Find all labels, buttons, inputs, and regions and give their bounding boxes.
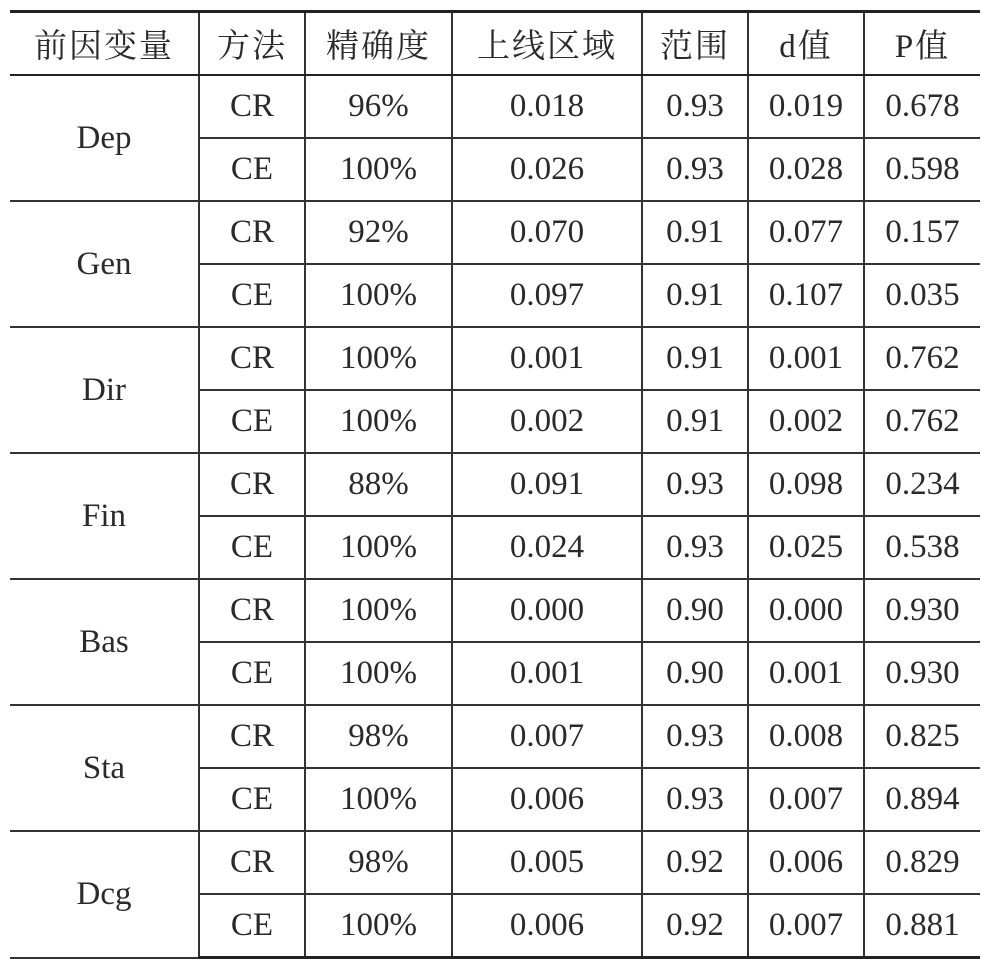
table-row <box>10 327 980 390</box>
method-cell: CR <box>199 327 305 390</box>
p-value-cell: 0.894 <box>864 768 980 831</box>
d-value-cell: 0.025 <box>748 516 864 579</box>
variable-cell: Sta <box>10 705 199 831</box>
range-cell: 0.93 <box>642 138 748 201</box>
d-value-cell: 0.019 <box>748 75 864 138</box>
range-cell: 0.91 <box>642 201 748 264</box>
upper-region-cell: 0.006 <box>452 894 642 958</box>
range-cell: 0.92 <box>642 894 748 958</box>
precision-cell: 100% <box>305 768 452 831</box>
d-value-cell: 0.001 <box>748 327 864 390</box>
range-cell: 0.93 <box>642 768 748 831</box>
d-value-cell: 0.006 <box>748 831 864 894</box>
precision-cell: 98% <box>305 831 452 894</box>
method-cell: CE <box>199 138 305 201</box>
table-row <box>10 75 980 138</box>
d-value-cell: 0.000 <box>748 579 864 642</box>
method-cell: CE <box>199 264 305 327</box>
p-value-cell: 0.930 <box>864 579 980 642</box>
range-cell: 0.93 <box>642 516 748 579</box>
table-container <box>10 10 980 959</box>
p-value-cell: 0.881 <box>864 894 980 958</box>
range-cell: 0.93 <box>642 453 748 516</box>
range-cell: 0.93 <box>642 705 748 768</box>
upper-region-cell: 0.097 <box>452 264 642 327</box>
method-cell: CE <box>199 390 305 453</box>
precision-cell: 88% <box>305 453 452 516</box>
range-cell: 0.92 <box>642 831 748 894</box>
table-row <box>10 579 980 642</box>
header-antecedent-variable: 前因变量 <box>10 12 199 76</box>
p-value-cell: 0.157 <box>864 201 980 264</box>
p-value-cell: 0.762 <box>864 390 980 453</box>
method-cell: CR <box>199 831 305 894</box>
upper-region-cell: 0.007 <box>452 705 642 768</box>
d-value-cell: 0.098 <box>748 453 864 516</box>
d-value-cell: 0.107 <box>748 264 864 327</box>
results-table <box>10 10 980 959</box>
header-method: 方法 <box>199 12 305 76</box>
method-cell: CR <box>199 201 305 264</box>
p-value-cell: 0.930 <box>864 642 980 705</box>
precision-cell: 100% <box>305 642 452 705</box>
d-value-cell: 0.008 <box>748 705 864 768</box>
header-range: 范围 <box>642 12 748 76</box>
d-value-cell: 0.077 <box>748 201 864 264</box>
d-value-cell: 0.002 <box>748 390 864 453</box>
method-cell: CE <box>199 768 305 831</box>
header-row <box>10 12 980 76</box>
p-value-cell: 0.762 <box>864 327 980 390</box>
d-value-cell: 0.007 <box>748 768 864 831</box>
upper-region-cell: 0.002 <box>452 390 642 453</box>
p-value-cell: 0.538 <box>864 516 980 579</box>
range-cell: 0.91 <box>642 264 748 327</box>
d-value-cell: 0.007 <box>748 894 864 958</box>
upper-region-cell: 0.018 <box>452 75 642 138</box>
variable-cell: Fin <box>10 453 199 579</box>
variable-cell: Dep <box>10 75 199 201</box>
upper-region-cell: 0.070 <box>452 201 642 264</box>
variable-cell: Dcg <box>10 831 199 958</box>
range-cell: 0.93 <box>642 75 748 138</box>
p-value-cell: 0.678 <box>864 75 980 138</box>
method-cell: CR <box>199 705 305 768</box>
table-row <box>10 201 980 264</box>
precision-cell: 100% <box>305 516 452 579</box>
precision-cell: 92% <box>305 201 452 264</box>
upper-region-cell: 0.091 <box>452 453 642 516</box>
upper-region-cell: 0.000 <box>452 579 642 642</box>
header-d-value: d值 <box>748 12 864 76</box>
precision-cell: 100% <box>305 579 452 642</box>
precision-cell: 100% <box>305 390 452 453</box>
d-value-cell: 0.028 <box>748 138 864 201</box>
table-row <box>10 705 980 768</box>
upper-region-cell: 0.024 <box>452 516 642 579</box>
variable-cell: Dir <box>10 327 199 453</box>
method-cell: CR <box>199 579 305 642</box>
range-cell: 0.90 <box>642 579 748 642</box>
p-value-cell: 0.234 <box>864 453 980 516</box>
range-cell: 0.91 <box>642 390 748 453</box>
upper-region-cell: 0.001 <box>452 642 642 705</box>
method-cell: CR <box>199 75 305 138</box>
p-value-cell: 0.829 <box>864 831 980 894</box>
upper-region-cell: 0.026 <box>452 138 642 201</box>
table-row <box>10 453 980 516</box>
upper-region-cell: 0.005 <box>452 831 642 894</box>
precision-cell: 98% <box>305 705 452 768</box>
method-cell: CE <box>199 642 305 705</box>
p-value-cell: 0.035 <box>864 264 980 327</box>
method-cell: CE <box>199 894 305 958</box>
precision-cell: 100% <box>305 894 452 958</box>
range-cell: 0.91 <box>642 327 748 390</box>
precision-cell: 100% <box>305 264 452 327</box>
upper-region-cell: 0.006 <box>452 768 642 831</box>
d-value-cell: 0.001 <box>748 642 864 705</box>
table-row <box>10 831 980 894</box>
variable-cell: Gen <box>10 201 199 327</box>
method-cell: CR <box>199 453 305 516</box>
header-upper-region: 上线区域 <box>452 12 642 76</box>
table-body <box>10 75 980 958</box>
header-p-value: P值 <box>864 12 980 76</box>
precision-cell: 100% <box>305 327 452 390</box>
p-value-cell: 0.825 <box>864 705 980 768</box>
upper-region-cell: 0.001 <box>452 327 642 390</box>
precision-cell: 96% <box>305 75 452 138</box>
precision-cell: 100% <box>305 138 452 201</box>
variable-cell: Bas <box>10 579 199 705</box>
header-precision: 精确度 <box>305 12 452 76</box>
p-value-cell: 0.598 <box>864 138 980 201</box>
range-cell: 0.90 <box>642 642 748 705</box>
method-cell: CE <box>199 516 305 579</box>
